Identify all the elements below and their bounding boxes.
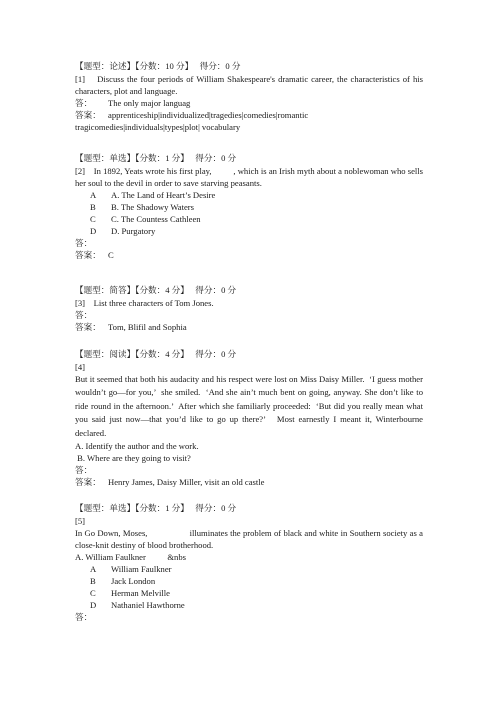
option-text: Herman Melville xyxy=(111,588,170,598)
answer-label: 答： xyxy=(75,612,93,622)
answer-key-row xyxy=(75,476,423,488)
question-meta: 【题型：阅读】【分数：4 分】 得分：0 分 xyxy=(75,349,237,359)
option-text: D. Purgatory xyxy=(111,226,156,236)
answer-key: C xyxy=(108,250,114,260)
option-d[interactable] xyxy=(75,599,423,611)
question-number: [5] xyxy=(75,516,86,526)
option-c[interactable] xyxy=(75,213,423,225)
question-2 xyxy=(75,152,426,261)
key-label: 答案： xyxy=(75,110,101,120)
answer-key: apprenticeship|individualized|tragedies|comedies|romantic xyxy=(108,110,309,120)
option-a[interactable] xyxy=(75,563,423,575)
option-key: B xyxy=(90,202,96,212)
option-key: A xyxy=(90,190,97,200)
student-answer-row xyxy=(75,309,423,321)
key-label: 答案： xyxy=(75,250,101,260)
option-text: Jack London xyxy=(111,576,156,586)
option-key: D xyxy=(90,600,97,610)
option-key: A xyxy=(90,564,97,574)
reading-passage: But it seemed that both his audacity and his respect were lost on Miss Daisy Miller. ‘I guess mother wouldn’t go—for you,’ she smiled. ‘And she ain’t much bent on going, anyway. She don’t like to ride round in the afternoon.’ After which she familiarly proceeded: ‘But did you really mean what you said just now—that you’d like to go up there?’ Most earnestly I meant it, Winterbourne declared. xyxy=(75,374,426,438)
option-text: B. The Shadowy Waters xyxy=(111,202,195,212)
option-b[interactable] xyxy=(75,201,423,213)
student-answer-row xyxy=(75,97,423,109)
question-meta: 【题型：简答】【分数：4 分】 得分：0 分 xyxy=(75,285,237,295)
key-label: 答案： xyxy=(75,477,101,488)
question-number: [4] xyxy=(75,362,86,372)
answer-key: Tom, Blifil and Sophia xyxy=(108,322,187,332)
question-4 xyxy=(75,348,426,488)
question-1 xyxy=(75,60,426,133)
answer-key-row xyxy=(75,249,423,261)
question-meta: 【题型：单选】【分数：1 分】 得分：0 分 xyxy=(75,153,237,163)
student-answer-row xyxy=(75,237,423,249)
answer-label: 答： xyxy=(75,98,93,108)
option-a[interactable] xyxy=(75,189,423,201)
sub-question-a: A. Identify the author and the work. xyxy=(75,441,199,452)
option-c[interactable] xyxy=(75,587,423,599)
student-answer: The only major languag xyxy=(108,98,191,108)
option-text: A. The Land of Heart’s Desire xyxy=(111,190,216,200)
stray-option-text: A. William Faulkner &nbs xyxy=(75,552,186,562)
student-answer-row xyxy=(75,464,423,476)
answer-key: Henry James, Daisy Miller, visit an old castle xyxy=(108,477,265,488)
answer-label: 答： xyxy=(75,465,93,476)
question-stem: In Go Down, Moses, illuminates the problem of black and white in Southern society as a close-knit destiny of blood brotherhood. xyxy=(75,528,426,550)
option-key: B xyxy=(90,576,96,586)
question-5 xyxy=(75,502,426,623)
option-key: C xyxy=(90,588,96,598)
answer-key-continued: tragicomedies|individuals|types|plot| vocabulary xyxy=(75,122,241,132)
question-meta: 【题型：论述】【分数：10 分】 得分：0 分 xyxy=(75,61,241,71)
student-answer-row xyxy=(75,611,423,623)
question-meta: 【题型：单选】【分数：1 分】 得分：0 分 xyxy=(75,503,237,513)
option-text: Nathaniel Hawthorne xyxy=(111,600,185,610)
key-label: 答案： xyxy=(75,322,101,332)
option-key: D xyxy=(90,226,97,236)
question-3 xyxy=(75,284,423,333)
option-d[interactable] xyxy=(75,225,423,237)
option-key: C xyxy=(90,214,96,224)
answer-label: 答： xyxy=(75,310,93,320)
option-text: William Faulkner xyxy=(111,564,172,574)
question-stem: [3] List three characters of Tom Jones. xyxy=(75,298,214,308)
option-text: C. The Countess Cathleen xyxy=(111,214,201,224)
answer-key-row xyxy=(75,109,423,121)
answer-label: 答： xyxy=(75,238,93,248)
sub-question-b: B. Where are they going to visit? xyxy=(75,453,191,464)
question-stem: [1] Discuss the four periods of William Shakespeare's dramatic career, the characteristics of his characters, plot and language. xyxy=(75,74,426,96)
answer-key-row xyxy=(75,321,423,333)
question-stem: [2] In 1892, Yeats wrote his first play, , which is an Irish myth about a noblewoman who sells her soul to the devil in order to save starving peasants. xyxy=(75,166,426,188)
option-b[interactable] xyxy=(75,575,423,587)
